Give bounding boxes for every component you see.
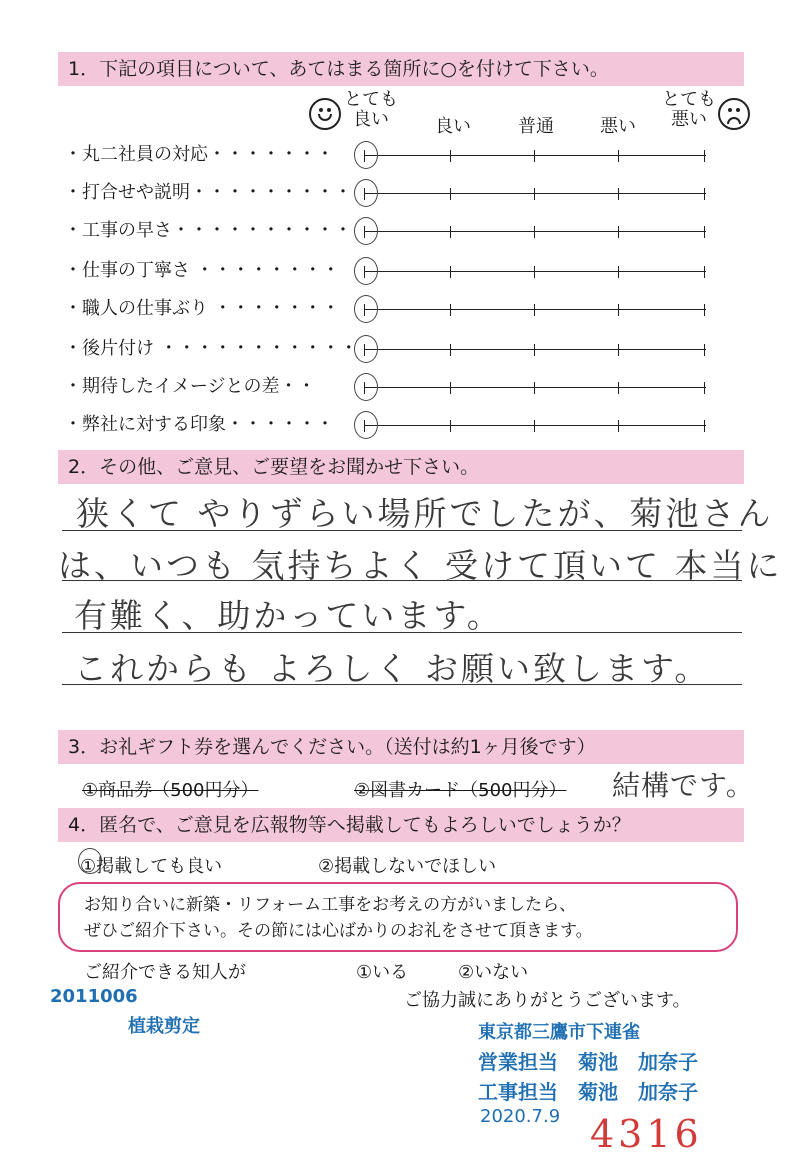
rating-tick[interactable] [450,150,451,162]
rating-tick[interactable] [704,304,705,316]
section3-title: 3．お礼ギフト券を選んでください。（送付は約1ヶ月後です） [58,730,744,764]
address: 東京都三鷹市下連雀 [478,1022,640,1043]
rating-tick[interactable] [450,420,451,432]
referral-option-yes[interactable]: ①いる [356,962,409,983]
referral-option-no[interactable]: ②いない [458,962,529,983]
smile-face-icon [309,98,341,130]
rating-tick[interactable] [534,382,535,394]
referral-label: ご紹介できる知人が [84,962,246,983]
rating-item-label: ・工事の早さ・・・・・・・・・・ [64,220,352,241]
rating-scale-line [364,155,706,156]
rating-item-label: ・期待したイメージとの差・・ [64,376,316,397]
rating-tick[interactable] [704,344,705,356]
rating-tick[interactable] [618,188,619,200]
rating-tick[interactable] [618,344,619,356]
rating-scale-line [364,425,706,426]
publish-option-no[interactable]: ②掲載しないでほしい [318,856,497,877]
date: 2020.7.9 [480,1106,561,1127]
rating-tick[interactable] [534,420,535,432]
rating-item-label: ・丸二社員の対応・・・・・・・ [64,144,334,165]
rating-scale-line [364,193,706,194]
handwritten-comment-line2: は、いつも 気持ちよく 受けて頂いて 本当に [58,546,783,585]
scale-label-very-good: とても 良い [344,89,398,130]
handwritten-comment-line4: これからも よろしく お願い致します。 [74,649,711,688]
hand-drawn-circle [354,335,378,363]
hand-drawn-circle [354,141,378,169]
rating-tick[interactable] [534,344,535,356]
rating-scale-line [364,349,706,350]
rating-tick[interactable] [534,188,535,200]
rating-tick[interactable] [618,304,619,316]
rating-scale-line [364,271,706,272]
section4-title: 4．匿名で、ご意見を広報物等へ掲載してもよろしいでしょうか？ [58,808,744,842]
rating-tick[interactable] [618,150,619,162]
rating-tick[interactable] [704,188,705,200]
handwritten-comment-line1: 狭くて やりずらい場所でしたが、菊池さん [76,494,774,533]
rating-tick[interactable] [450,226,451,238]
rating-tick[interactable] [534,226,535,238]
referral-box-line1: お知り合いに新築・リフォーム工事をお考えの方がいましたら、 [84,895,577,915]
hand-drawn-circle [354,217,378,245]
work-type: 植栽剪定 [128,1016,200,1037]
rating-tick[interactable] [450,266,451,278]
rating-tick[interactable] [618,266,619,278]
hand-drawn-circle [354,411,378,439]
faint-bleed-through [2,220,18,960]
handwritten-decline-note: 結構です。 [612,769,755,802]
referral-box-line2: ぜひご紹介下さい。その節には心ばかりのお礼をさせて頂きます。 [84,921,593,941]
hand-drawn-circle [354,295,378,323]
gift-option-voucher[interactable]: ①商品券（500円分） [82,780,259,801]
rating-item-label: ・仕事の丁寧さ ・・・・・・・・ [64,260,340,281]
rating-tick[interactable] [704,382,705,394]
scale-label-normal: 普通 [518,116,554,137]
rating-tick[interactable] [450,188,451,200]
sales-rep: 営業担当 菊池 加奈子 [478,1050,698,1074]
construction-rep: 工事担当 菊池 加奈子 [478,1080,698,1104]
section2-title: 2．その他、ご意見、ご要望をお聞かせ下さい。 [58,450,744,484]
rating-tick[interactable] [450,344,451,356]
rating-tick[interactable] [450,382,451,394]
section1-title: 1．下記の項目について、あてはまる箇所に○を付けて下さい。 [58,52,744,86]
sad-face-icon [718,98,750,130]
hand-drawn-circle [354,257,378,285]
rating-item-label: ・打合せや説明・・・・・・・・・ [64,182,352,203]
rating-tick[interactable] [704,266,705,278]
gift-option-book-card[interactable]: ②図書カード（500円分） [354,780,567,801]
scale-label-bad: 悪い [600,116,636,137]
rating-scale-line [364,309,706,310]
rating-tick[interactable] [704,226,705,238]
publish-option-yes[interactable]: ①掲載しても良い [80,856,223,877]
scale-label-very-bad: とても 悪い [662,89,716,130]
customer-code: 2011006 [50,986,138,1007]
handwritten-number: 4316 [590,1112,703,1156]
hand-drawn-circle [354,373,378,401]
rating-tick[interactable] [704,420,705,432]
rating-tick[interactable] [534,266,535,278]
referral-request-box [58,882,738,952]
rating-scale-line [364,387,706,388]
rating-tick[interactable] [618,382,619,394]
rating-tick[interactable] [618,226,619,238]
thanks-message: ご協力誠にありがとうございます。 [404,990,691,1011]
rating-item-label: ・職人の仕事ぶり ・・・・・・・ [64,298,340,319]
hand-drawn-circle [354,179,378,207]
handwritten-comment-line3: 有難く、助かっています。 [74,596,503,635]
rating-tick[interactable] [534,150,535,162]
rating-item-label: ・後片付け ・・・・・・・・・・・ [64,338,358,359]
rating-tick[interactable] [534,304,535,316]
scale-label-good: 良い [435,116,471,137]
rating-scale-line [364,231,706,232]
rating-item-label: ・弊社に対する印象・・・・・・ [64,414,334,435]
rating-tick[interactable] [704,150,705,162]
rating-tick[interactable] [450,304,451,316]
rating-tick[interactable] [618,420,619,432]
